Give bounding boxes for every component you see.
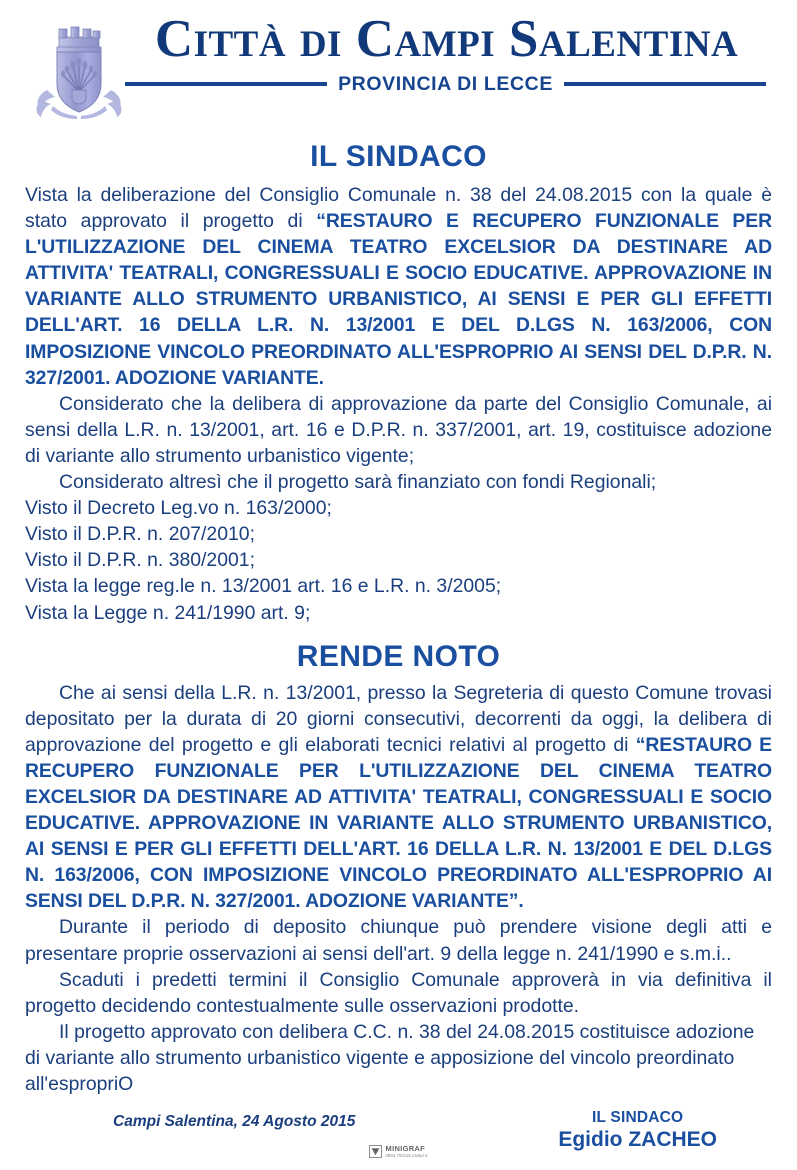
project-title-quote-2: “RESTAURO E RECUPERO FUNZIONALE PER L'UTILIZZAZIONE DEL CINEMA TEATRO EXCELSIOR DA DESTINARE AD ATTIVITA' TEATRALI, CONGRESSUALI E SOCIO EDUCATIVE. APPROVAZIONE IN VARIANTE ALLO STRUMENTO URBANISTICO, AI SENSI E PER GLI EFFETTI DELL'ART. 16 DELLA L.R. N. 13/2001 E DEL D.LGS N. 163/2006, CON IMPOSIZIONE VINCOLO PREORDINATO ALL'ESPROPRIO AI SENSI DEL D.P.R. N. 327/2001. ADOZIONE VARIANTE”.: [25, 733, 772, 913]
masthead: [25, 0, 772, 132]
rule-left: [125, 82, 327, 86]
paragraph-progetto-approvato: Il progetto approvato con delibera C.C. n. 38 del 24.08.2015 costituisce adozione di variante allo strumento urbanistico vigente e apposizione del vincolo preordinato all'espropriO: [25, 1020, 755, 1095]
paragraph-vista-deliberazione: [25, 182, 772, 391]
visto-line: Vista la Legge n. 241/1990 art. 9;: [25, 601, 311, 624]
visto-line: Visto il D.P.R. n. 207/2010;: [25, 523, 255, 546]
heading-rende-noto: RENDE NOTO: [296, 639, 501, 673]
province-title: PROVINCIA DI LECCE: [338, 72, 553, 95]
visto-line: Visto il Decreto Leg.vo n. 163/2000;: [25, 497, 332, 520]
visto-line: Visto il D.P.R. n. 380/2001;: [25, 549, 255, 572]
coat-of-arms-icon: [33, 18, 125, 126]
place-and-date: Campi Salentina, 24 Agosto 2015: [113, 1113, 356, 1131]
paragraph-considerato-1: Considerato che la delibera di approvazione da parte del Consiglio Comunale, ai sensi della L.R. n. 13/2001, art. 16 e D.P.R. n. 337/2001, art. 19, costituisce adozione di variante allo strumento urbanistico vigente;: [25, 392, 772, 467]
paragraph-che-ai-sensi: [25, 680, 772, 915]
masthead-titles: [125, 0, 772, 96]
heading-il-sindaco: IL SINDACO: [310, 140, 487, 173]
rende-lead-text: Che ai sensi della L.R. n. 13/2001, presso la Segreteria di questo Comune trovasi depositato per la durata di 20 giorni consecutivi, decorrenti da oggi, la delibera di approvazione del progetto e gli elaborati tecnici relativi al progetto di: [25, 681, 772, 756]
province-row: [125, 73, 772, 96]
printer-sub: 0832.792116 campi s.: [385, 1152, 429, 1158]
sindaco-body: [25, 182, 772, 626]
paragraph-considerato-2: Considerato altresì che il progetto sarà finanziato con fondi Regionali;: [59, 471, 657, 494]
rende-noto-body: [25, 680, 772, 1098]
printer-logo: [369, 1145, 429, 1158]
printer-name: MINIGRAF: [385, 1144, 426, 1154]
signatory-name: Egidio ZACHEO: [558, 1128, 717, 1152]
vista-lead-text: Vista la deliberazione del Consiglio Comunale n. 38 del 24.08.2015 con la quale è stato approvato il progetto di: [25, 184, 772, 233]
city-title: Città di Campi Salentina: [154, 10, 739, 68]
visto-line: Vista la legge reg.le n. 13/2001 art. 16 e L.R. n. 3/2005;: [25, 575, 502, 598]
footer: [0, 1145, 797, 1158]
printer-words: [386, 1145, 429, 1158]
signatory-role: IL SINDACO: [592, 1109, 684, 1127]
project-title-quote-1: “RESTAURO E RECUPERO FUNZIONALE PER L'UTILIZZAZIONE DEL CINEMA TEATRO EXCELSIOR DA DESTINARE AD ATTIVITA' TEATRALI, CONGRESSUALI E SOCIO EDUCATIVE. APPROVAZIONE IN VARIANTE ALLO STRUMENTO URBANISTICO, AI SENSI E PER GLI EFFETTI DELL'ART. 16 DELLA L.R. N. 13/2001 E DEL D.LGS N. 163/2006, CON IMPOSIZIONE VINCOLO PREORDINATO ALL'ESPROPRIO AI SENSI DEL D.P.R. N. 327/2001. ADOZIONE VARIANTE.: [25, 210, 772, 389]
paragraph-scaduti-i-termini: Scaduti i predetti termini il Consiglio Comunale approverà in via definitiva il progetto decidendo contestualmente sulle osservazioni prodotte.: [25, 968, 772, 1017]
minigraf-mark-icon: [369, 1145, 382, 1158]
rule-right: [564, 82, 766, 86]
paragraph-durante-il-periodo: Durante il periodo di deposito chiunque può prendere visione degli atti e presentare proprie osservazioni ai sensi dell'art. 9 della legge n. 241/1990 e s.m.i..: [25, 916, 772, 965]
